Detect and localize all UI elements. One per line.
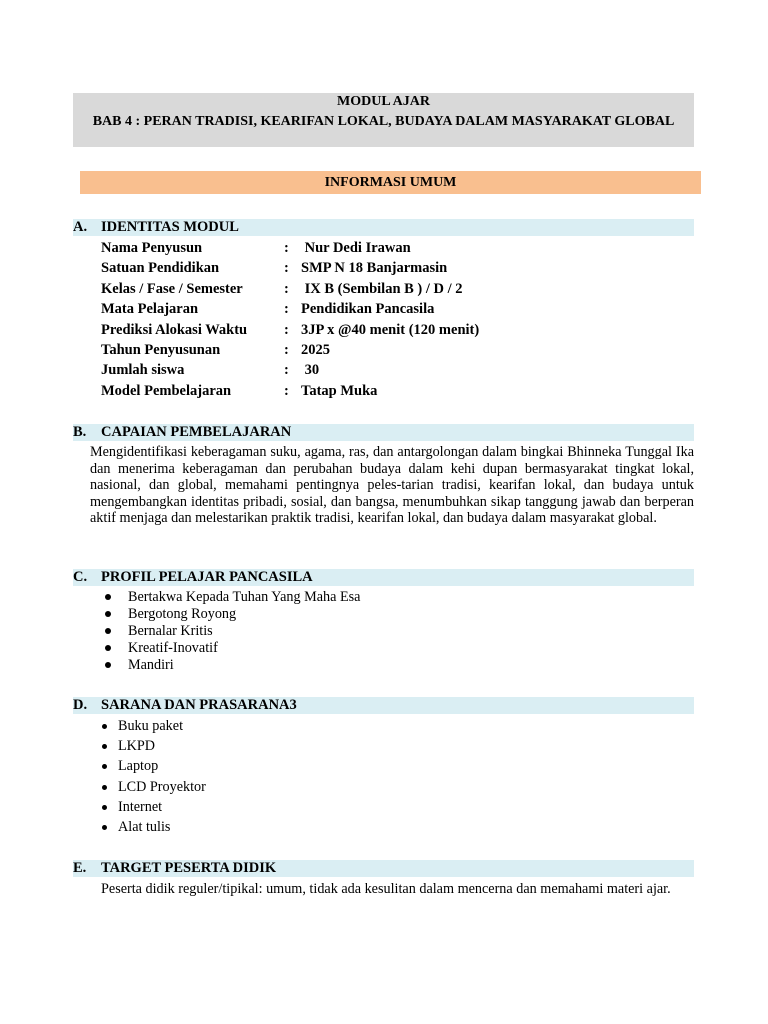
identity-value: Tatap Muka: [301, 382, 378, 399]
list-item-text: Internet: [118, 798, 163, 815]
identity-value: IX B (Sembilan B ) / D / 2: [301, 280, 463, 297]
bullet-icon: [102, 744, 107, 749]
list-item: [101, 606, 360, 623]
identity-row: [101, 360, 479, 380]
identity-colon: :: [284, 362, 289, 379]
identity-key: Nama Penyusun: [101, 240, 203, 256]
list-item: [101, 817, 206, 837]
bullet-icon: [102, 805, 107, 810]
learning-outcome-paragraph: Mengidentifikasi keberagaman suku, agama, ras, dan antargolongan dalam bingkai Bhinneka Tunggal Ika dan menerima keberagaman dan perubahan budaya dalam kehi dupan bermasyarakat tingkat lokal, nasional, dan global, memahami pentingnya peles-tarian tradisi, kearifan lokal, dan budaya untuk mengembangkan identitas pribadi, sosial, dan bangsa, menumbuhkan sikap tanggung jawab dan berperan aktif menjaga dan melestarikan praktik tradisi, kearifan lokal, dan budaya dalam masyarakat global.: [90, 444, 694, 527]
section-e-letter: E.: [73, 860, 87, 876]
bullet-icon: [105, 662, 111, 668]
list-item-text: Bernalar Kritis: [128, 622, 213, 639]
module-title: MODUL AJAR: [337, 94, 430, 109]
bullet-icon: [105, 611, 111, 617]
section-b-heading: [73, 424, 694, 441]
identity-key: Satuan Pendidikan: [101, 260, 220, 277]
identity-value: 3JP x @40 menit (120 menit): [301, 321, 480, 338]
identity-key: Jumlah siswa: [101, 362, 185, 379]
section-d-heading: [73, 697, 694, 714]
section-b-title: CAPAIAN PEMBELAJARAN: [101, 424, 292, 440]
list-item-text: Laptop: [118, 758, 159, 775]
list-item: [101, 716, 206, 736]
list-item: [101, 657, 360, 674]
identity-value: 2025: [301, 341, 330, 358]
identity-key: Kelas / Fase / Semester: [101, 280, 243, 297]
module-title-box: [73, 93, 694, 147]
section-b-letter: B.: [73, 424, 87, 440]
list-item: [101, 757, 206, 777]
identity-value: Nur Dedi Irawan: [301, 240, 411, 256]
section-d-letter: D.: [73, 697, 88, 713]
identity-row: [101, 381, 479, 401]
identity-table: [101, 238, 479, 401]
identity-row: [101, 238, 479, 258]
identity-row: [101, 340, 479, 360]
list-item: [101, 777, 206, 797]
identity-colon: :: [284, 321, 289, 338]
list-item-text: Mandiri: [128, 656, 174, 673]
section-a-letter: A.: [73, 219, 88, 235]
bullet-icon: [105, 628, 111, 634]
bullet-icon: [102, 764, 107, 769]
bullet-icon: [102, 724, 107, 729]
bullet-icon: [102, 785, 107, 790]
list-item: [101, 736, 206, 756]
section-e-heading: [73, 860, 694, 877]
section-a-heading: [73, 219, 694, 236]
facilities-list: [101, 716, 206, 838]
chapter-title: BAB 4 : PERAN TRADISI, KEARIFAN LOKAL, BUDAYA DALAM MASYARAKAT GLOBAL: [92, 114, 675, 129]
identity-colon: :: [284, 301, 289, 318]
identity-key: Mata Pelajaran: [101, 301, 199, 318]
identity-value: SMP N 18 Banjarmasin: [301, 260, 448, 277]
profile-list: [101, 589, 360, 673]
identity-row: [101, 279, 479, 299]
bullet-icon: [105, 645, 111, 651]
section-c-letter: C.: [73, 569, 88, 585]
list-item: [101, 640, 360, 657]
list-item-text: LCD Proyektor: [118, 778, 206, 795]
identity-row: [101, 320, 479, 340]
list-item-text: Kreatif-Inovatif: [128, 639, 218, 656]
identity-key: Prediksi Alokasi Waktu: [101, 321, 248, 338]
identity-key: Model Pembelajaran: [101, 382, 232, 399]
list-item: [101, 797, 206, 817]
section-c-heading: [73, 569, 694, 586]
list-item-text: Bergotong Royong: [128, 605, 237, 622]
identity-value: Pendidikan Pancasila: [301, 301, 435, 318]
list-item: [101, 623, 360, 640]
identity-colon: :: [284, 260, 289, 277]
section-e-title: TARGET PESERTA DIDIK: [101, 860, 277, 876]
identity-key: Tahun Penyusunan: [101, 341, 221, 358]
identity-colon: :: [284, 341, 289, 358]
identity-row: [101, 299, 479, 319]
section-d-title: SARANA DAN PRASARANA3: [101, 697, 297, 713]
identity-row: [101, 258, 479, 278]
list-item-text: Alat tulis: [118, 819, 171, 836]
identity-colon: :: [284, 240, 289, 256]
list-item-text: Bertakwa Kepada Tuhan Yang Maha Esa: [128, 588, 361, 605]
list-item: [101, 589, 360, 606]
section-a-title: IDENTITAS MODUL: [101, 219, 239, 235]
bullet-icon: [102, 825, 107, 830]
identity-colon: :: [284, 280, 289, 297]
info-banner: INFORMASI UMUM: [80, 171, 701, 194]
identity-value: 30: [301, 362, 320, 379]
list-item-text: Buku paket: [118, 717, 184, 734]
identity-colon: :: [284, 382, 289, 399]
bullet-icon: [105, 594, 111, 600]
list-item-text: LKPD: [118, 737, 156, 754]
target-learners-text: Peserta didik reguler/tipikal: umum, tidak ada kesulitan dalam mencerna dan memahami materi ajar.: [101, 881, 671, 897]
section-c-title: PROFIL PELAJAR PANCASILA: [101, 569, 313, 585]
